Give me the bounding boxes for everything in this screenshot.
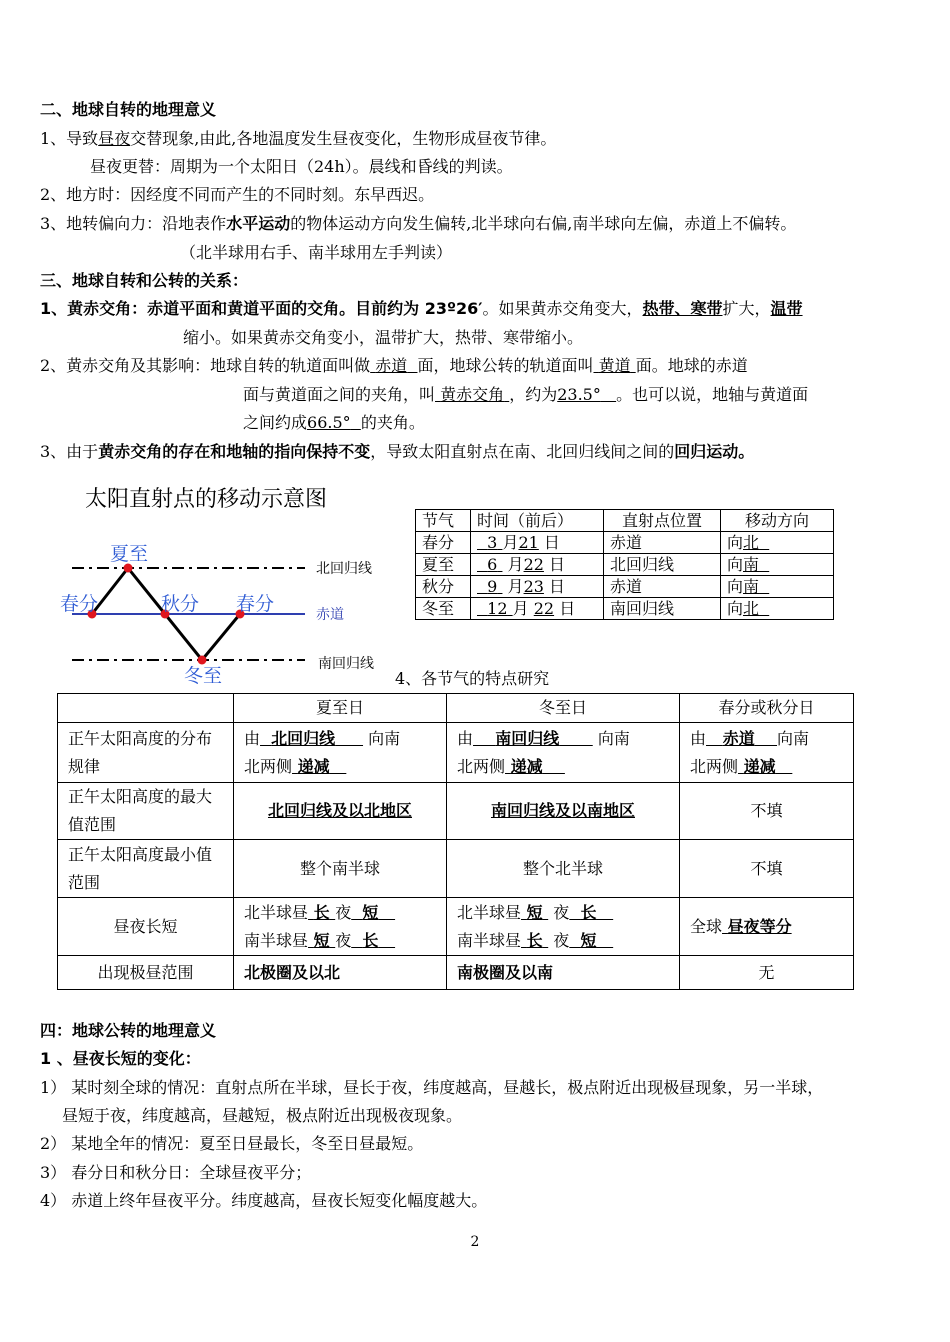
header-cell: 节气 [416,510,471,532]
equinox-cell: 由 赤道 向南 北两侧 递减 [680,723,854,783]
table-row [58,783,854,840]
table-row [58,723,854,783]
direction-cell: 向北 [721,532,834,554]
sec3-item-2-cont2: 之间约成66.5° 的夹角。 [243,413,425,432]
sec3-item-2-cont: 面与黄道面之间的夹角，叫 黄赤交角 ，约为23.5° 。也可以说，地轴与黄道面 [243,385,809,404]
winter-cell: 整个北半球 [447,840,680,898]
row-label: 正午太阳高度最小值范围 [58,840,234,898]
sec2-item-2: 2、地方时：因经度不同而产生的不同时刻。东早西迟。 [40,185,435,204]
term-cell: 冬至 [416,598,471,620]
position-cell: 赤道 [604,576,721,598]
label-chunfen-2: 春分 [236,593,275,615]
term-cell: 秋分 [416,576,471,598]
dot-dongzhi [198,656,207,665]
sec2-item-1: 1、导致昼夜交替现象,由此,各地温度发生昼夜变化，生物形成昼夜节律。 [40,129,557,148]
label-xiazhi: 夏至 [110,543,149,565]
section-2-title: 二、地球自转的地理意义 [40,100,217,119]
summer-cell: 由 北回归线 向南 北两侧 递减 [234,723,447,783]
header-cell: 直射点位置 [604,510,721,532]
header-cell: 移动方向 [721,510,834,532]
header-cell [58,694,234,723]
section-3-title: 三、地球自转和公转的关系： [40,271,249,290]
solar-path-diagram [0,525,390,705]
header-cell: 夏至日 [234,694,447,723]
page-number: 2 [470,1234,480,1250]
winter-cell: 北半球昼 短 夜 长 南半球昼 长 夜 短 [447,898,680,956]
section-4-title: 四：地球公转的地理意义 [40,1021,217,1040]
table-row [58,956,854,990]
position-cell: 南回归线 [604,598,721,620]
table-header-row [416,510,834,532]
header-cell: 冬至日 [447,694,680,723]
equinox-cell: 无 [680,956,854,990]
label-equator: 赤道 [316,607,344,623]
sec4-item-1: 1） 某时刻全球的情况：直射点所在半球，昼长于夜，纬度越高，昼越长，极点附近出现极昼现象，另一半球， [40,1078,824,1097]
sec4-item-1-cont: 昼短于夜，纬度越高，昼越短，极点附近出现极夜现象。 [62,1106,463,1125]
label-chunfen-1: 春分 [60,593,99,615]
sec3-item-3: 3、由于黄赤交角的存在和地轴的指向保持不变，导致太阳直射点在南、北回归线间之间的回归运动。 [40,442,755,461]
summer-cell: 北回归线及以北地区 [234,783,447,840]
table-row [416,554,834,576]
direction-cell: 向北 [721,598,834,620]
summer-cell: 整个南半球 [234,840,447,898]
table-row [58,898,854,956]
date-cell: 3 月21 日 [471,532,604,554]
winter-cell: 南回归线及以南地区 [447,783,680,840]
label-dongzhi: 冬至 [184,665,223,687]
date-cell: 9 月23 日 [471,576,604,598]
diagram-title: 太阳直射点的移动示意图 [85,487,328,512]
sec3-item-1-cont: 缩小。如果黄赤交角变小，温带扩大，热带、寒带缩小。 [183,328,584,347]
solar-point-table [415,509,834,620]
label-north-tropic: 北回归线 [316,561,372,577]
row-label: 昼夜长短 [58,898,234,956]
sec3-item-2: 2、黄赤交角及其影响：地球自转的轨道面叫做 赤道 面，地球公转的轨道面叫 黄道 面。地球的赤道 [40,356,748,375]
sec4-item-4: 4） 赤道上终年昼夜平分。纬度越高，昼夜长短变化幅度越大。 [40,1191,488,1210]
table-row [416,576,834,598]
equinox-cell: 全球 昼夜等分 [680,898,854,956]
header-cell: 时间（前后） [471,510,604,532]
label-south-tropic: 南回归线 [318,656,374,672]
sec3-item-1: 1、黄赤交角：赤道平面和黄道平面的交角。目前约为 23º26′。如果黄赤交角变大，热带、寒带扩大，温带 [40,299,803,318]
table-row [416,598,834,620]
winter-cell: 南极圈及以南 [447,956,680,990]
header-cell: 春分或秋分日 [680,694,854,723]
position-cell: 赤道 [604,532,721,554]
direction-cell: 向南 [721,576,834,598]
row-label: 出现极昼范围 [58,956,234,990]
term-cell: 夏至 [416,554,471,576]
sec2-item-3-sub: （北半球用右手、南半球用左手判读） [180,243,453,262]
table-header-row [58,694,854,723]
date-cell: 12 月 22 日 [471,598,604,620]
table-row [58,840,854,898]
sec4-item-2: 2） 某地全年的情况：夏至日昼最长，冬至日昼最短。 [40,1134,424,1153]
solar-term-feature-table [57,693,854,990]
winter-cell: 由 南回归线 向南 北两侧 递减 [447,723,680,783]
equinox-cell: 不填 [680,783,854,840]
summer-cell: 北半球昼 长 夜 短 南半球昼 短 夜 长 [234,898,447,956]
table-row [416,532,834,554]
position-cell: 北回归线 [604,554,721,576]
sec2-item-3: 3、地转偏向力：沿地表作水平运动的物体运动方向发生偏转,北半球向右偏,南半球向左偏，赤道上不偏转。 [40,214,797,233]
term-cell: 春分 [416,532,471,554]
equinox-cell: 不填 [680,840,854,898]
row-label: 正午太阳高度的最大值范围 [58,783,234,840]
sec2-item-1-sub: 昼夜更替：周期为一个太阳日（24h）。晨线和昏线的判读。 [90,157,513,176]
sec4-item-3: 3） 春分日和秋分日：全球昼夜平分； [40,1163,312,1182]
direction-cell: 向南 [721,554,834,576]
label-qiufen: 秋分 [161,593,200,615]
feature-table-caption: 4、各节气的特点研究 [395,669,550,688]
row-label: 正午太阳高度的分布规律 [58,723,234,783]
date-cell: 6 月22 日 [471,554,604,576]
summer-cell: 北极圈及以北 [234,956,447,990]
sec4-subtitle: 1 、昼夜长短的变化： [40,1049,201,1068]
